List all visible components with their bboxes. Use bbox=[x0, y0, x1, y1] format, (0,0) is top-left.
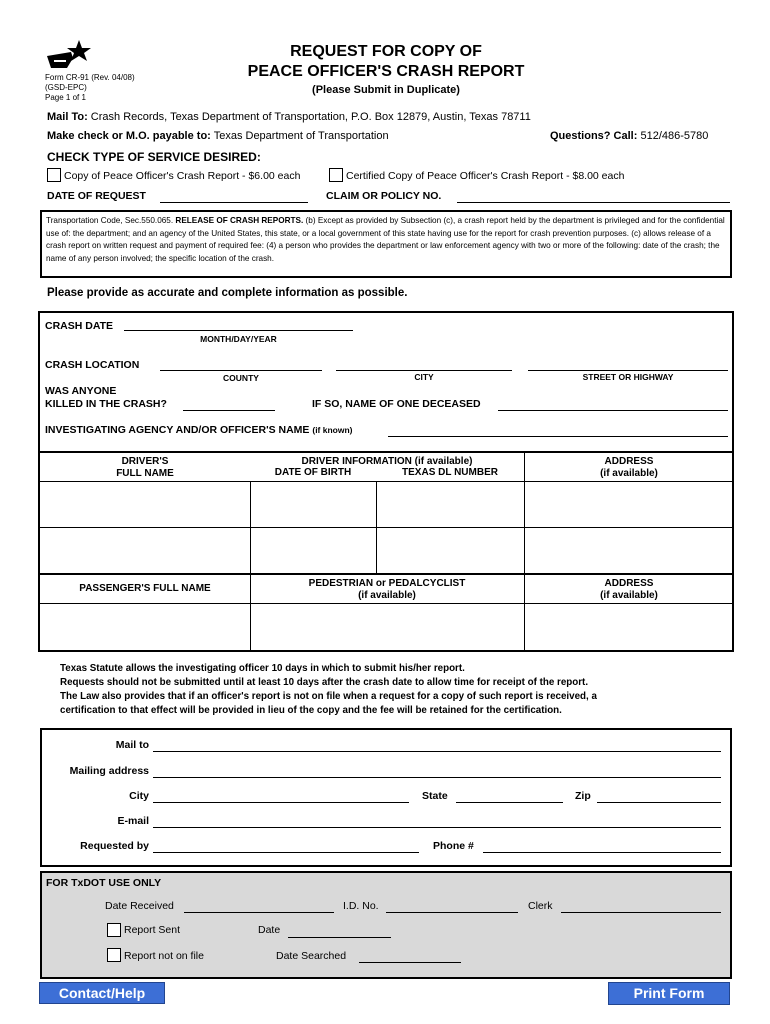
claim-policy-label: CLAIM OR POLICY NO. bbox=[326, 190, 442, 202]
date-of-request-field[interactable] bbox=[160, 202, 308, 203]
certified-copy-checkbox[interactable] bbox=[329, 168, 343, 182]
pedestrian-cell[interactable] bbox=[251, 605, 523, 649]
city-input[interactable] bbox=[153, 802, 409, 803]
city-label: City bbox=[129, 790, 149, 802]
report-not-on-file-label: Report not on file bbox=[124, 950, 204, 962]
agency-hint: (if known) bbox=[312, 425, 353, 435]
notice-line-4: certification to that effect will be provided in lieu of the copy and the fee will be retained for the certification. bbox=[60, 705, 562, 716]
report-sent-checkbox[interactable] bbox=[107, 923, 121, 937]
email-label: E-mail bbox=[117, 815, 149, 827]
payable-label: Make check or M.O. payable to: bbox=[47, 130, 211, 142]
form-title-line1: REQUEST FOR COPY OF bbox=[290, 43, 482, 60]
city-hint: CITY bbox=[414, 372, 434, 382]
id-no-label: I.D. No. bbox=[343, 900, 379, 912]
crash-date-label: CRASH DATE bbox=[45, 320, 114, 332]
driver-name-header-2: FULL NAME bbox=[116, 468, 174, 479]
passenger-name-header: PASSENGER'S FULL NAME bbox=[79, 583, 211, 594]
driver-address-header: ADDRESS bbox=[604, 456, 654, 467]
deceased-name-label: IF SO, NAME OF ONE DECEASED bbox=[312, 398, 481, 410]
page-indicator: Page 1 of 1 bbox=[45, 93, 86, 102]
crash-date-hint: MONTH/DAY/YEAR bbox=[200, 334, 277, 344]
statute-text: Transportation Code, Sec.550.065. RELEASE OF CRASH REPORTS. (b) Except as provided by Subsection (c), a crash report held by the department is privileged and for the confidential use of: the department; and an agency of the United States, this state, or a local government of this state having use for the report for crash prevention purposes. (c) allows release of a crash report on written request and payment of required fee: (4) a person who provides the department or law enforcement agency with two or more of the following: date of the crash; the name of any person involved; the specific location of the crash. bbox=[46, 216, 725, 263]
copy-checkbox[interactable] bbox=[47, 168, 61, 182]
mail-to-field-label: Mail to bbox=[115, 739, 149, 751]
dl-number-header: TEXAS DL NUMBER bbox=[402, 467, 498, 478]
passenger-name-cell[interactable] bbox=[40, 605, 249, 649]
contact-help-button[interactable]: Contact/Help bbox=[39, 982, 165, 1004]
passenger-address-header: ADDRESS bbox=[604, 578, 654, 589]
requested-by-input[interactable] bbox=[153, 852, 419, 853]
form-number: Form CR-91 (Rev. 04/08) bbox=[45, 73, 135, 82]
driver-header-divider bbox=[38, 481, 734, 482]
phone-input[interactable] bbox=[483, 852, 721, 853]
driver-name-header-1: DRIVER'S bbox=[121, 456, 169, 467]
copy-option-label: Copy of Peace Officer's Crash Report - $6.00 each bbox=[64, 170, 301, 182]
notice-line-1: Texas Statute allows the investigating officer 10 days in which to submit his/her report. bbox=[60, 663, 465, 674]
killed-label-line2: KILLED IN THE CRASH? bbox=[45, 398, 167, 410]
driver1-name-cell[interactable] bbox=[40, 483, 249, 526]
driver-row-divider bbox=[38, 527, 734, 528]
clerk-label: Clerk bbox=[528, 900, 553, 912]
county-field[interactable] bbox=[160, 370, 322, 371]
report-sent-label: Report Sent bbox=[124, 924, 181, 936]
crash-date-field[interactable] bbox=[124, 330, 353, 331]
city-field[interactable] bbox=[336, 370, 512, 371]
statute-box bbox=[40, 210, 732, 278]
certified-option-label: Certified Copy of Peace Officer's Crash Report - $8.00 each bbox=[346, 170, 625, 182]
division-code: (GSD-EPC) bbox=[45, 83, 87, 92]
county-hint: COUNTY bbox=[223, 373, 259, 383]
driver-table-top bbox=[38, 451, 734, 453]
txdot-heading: FOR TxDOT USE ONLY bbox=[46, 877, 162, 889]
driver-address-hint: (if available) bbox=[600, 468, 658, 479]
passenger-header-divider bbox=[38, 603, 734, 604]
date-sent-label: Date bbox=[258, 924, 281, 936]
date-received-label: Date Received bbox=[105, 900, 174, 912]
accuracy-note: Please provide as accurate and complete information as possible. bbox=[47, 287, 408, 299]
report-not-on-file-checkbox[interactable] bbox=[107, 948, 121, 962]
date-sent-field[interactable] bbox=[288, 937, 391, 938]
driver-info-header: DRIVER INFORMATION (if available) bbox=[301, 456, 473, 467]
killed-field[interactable] bbox=[183, 410, 275, 411]
questions-phone: 512/486-5780 bbox=[640, 130, 709, 142]
zip-label: Zip bbox=[575, 790, 591, 802]
form-subtitle: (Please Submit in Duplicate) bbox=[312, 84, 460, 96]
mail-to-field[interactable] bbox=[153, 751, 721, 752]
driver2-address-cell[interactable] bbox=[525, 529, 732, 572]
clerk-field[interactable] bbox=[561, 912, 721, 913]
agency-label: INVESTIGATING AGENCY AND/OR OFFICER'S NAME bbox=[45, 424, 310, 436]
mailing-address-label: Mailing address bbox=[69, 765, 149, 777]
print-form-button[interactable]: Print Form bbox=[608, 982, 730, 1005]
notice-line-3: The Law also provides that if an officer's report is not on file when a request for a copy of such report is received, a bbox=[60, 691, 597, 702]
date-of-request-label: DATE OF REQUEST bbox=[47, 190, 146, 202]
payable-value: Texas Department of Transportation bbox=[213, 130, 389, 142]
id-no-field[interactable] bbox=[386, 912, 518, 913]
notice-line-2: Requests should not be submitted until at least 10 days after the crash date to allow time for receipt of the report. bbox=[60, 677, 589, 688]
questions-label: Questions? Call: bbox=[550, 130, 638, 142]
form-title-line2: PEACE OFFICER'S CRASH REPORT bbox=[247, 63, 525, 80]
driver2-name-cell[interactable] bbox=[40, 529, 249, 572]
driver1-dob-cell[interactable] bbox=[251, 483, 375, 526]
claim-policy-field[interactable] bbox=[457, 202, 730, 203]
statute-notice bbox=[60, 662, 597, 718]
dob-header: DATE OF BIRTH bbox=[274, 467, 352, 478]
crash-location-label: CRASH LOCATION bbox=[45, 359, 140, 371]
driver1-address-cell[interactable] bbox=[525, 483, 732, 526]
pedestrian-hint: (if available) bbox=[358, 590, 416, 601]
driver2-dl-cell[interactable] bbox=[377, 529, 523, 572]
state-label: State bbox=[422, 790, 448, 802]
mailing-address-field[interactable] bbox=[153, 777, 721, 778]
date-received-field[interactable] bbox=[184, 912, 334, 913]
pedestrian-header: PEDESTRIAN or PEDALCYCLIST bbox=[308, 578, 466, 589]
driver1-dl-cell[interactable] bbox=[377, 483, 523, 526]
requested-by-label: Requested by bbox=[80, 840, 149, 852]
passenger-address-cell[interactable] bbox=[525, 605, 732, 649]
zip-input[interactable] bbox=[597, 802, 721, 803]
passenger-table-top bbox=[38, 573, 734, 575]
txdot-logo bbox=[45, 38, 93, 74]
agency-field[interactable] bbox=[388, 436, 728, 437]
phone-label: Phone # bbox=[433, 840, 474, 852]
street-field[interactable] bbox=[528, 370, 728, 371]
service-heading: CHECK TYPE OF SERVICE DESIRED: bbox=[47, 150, 261, 164]
passenger-address-hint: (if available) bbox=[600, 590, 658, 601]
street-hint: STREET OR HIGHWAY bbox=[582, 372, 674, 382]
mail-to-address: Crash Records, Texas Department of Transportation, P.O. Box 12879, Austin, Texas 78711 bbox=[90, 111, 531, 123]
driver2-dob-cell[interactable] bbox=[251, 529, 375, 572]
date-searched-field[interactable] bbox=[359, 962, 461, 963]
killed-label-line1: WAS ANYONE bbox=[45, 385, 117, 397]
state-input[interactable] bbox=[456, 802, 563, 803]
mail-to-label: Mail To: bbox=[47, 111, 88, 123]
date-searched-label: Date Searched bbox=[276, 950, 347, 962]
deceased-name-field[interactable] bbox=[498, 410, 728, 411]
email-input[interactable] bbox=[153, 827, 721, 828]
